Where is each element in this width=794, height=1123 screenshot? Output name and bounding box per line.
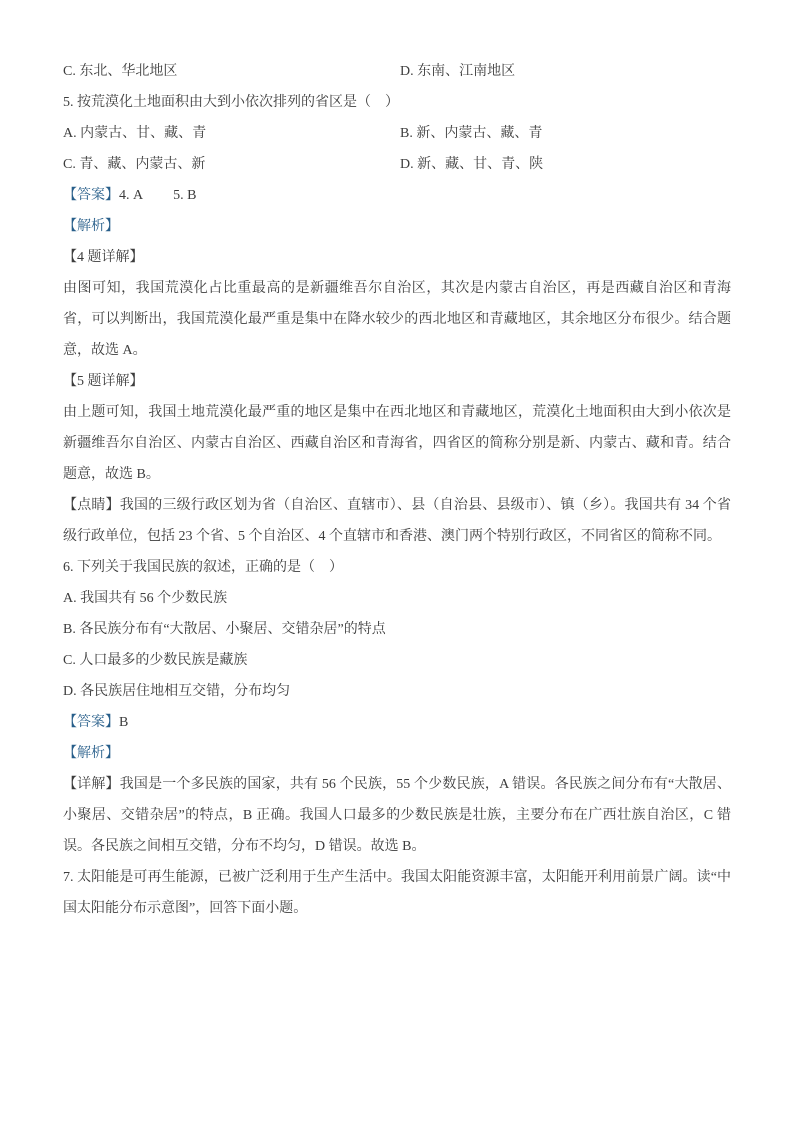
detail5-body: 由上题可知，我国土地荒漠化最严重的地区是集中在西北地区和青藏地区，荒漠化土地面积由大到小依次是新疆维吾尔自治区、内蒙古自治区、西藏自治区和青海省，四省区的简称分别是新、内蒙古、藏和青。结合题意，故选 B。 — [63, 405, 731, 482]
answer-q4: 4. A — [119, 188, 144, 203]
q6-option-a: A. 我国共有 56 个少数民族 — [63, 591, 228, 606]
q4-options-row-cd — [63, 56, 731, 87]
q5-options-row-cd — [63, 149, 731, 180]
q4-option-d: D. 东南、江南地区 — [400, 64, 516, 79]
q5-options-row-ab — [63, 118, 731, 149]
answer-q6: B — [119, 715, 129, 730]
analysis-line-q6 — [63, 738, 731, 769]
analysis-line-q4-q5 — [63, 211, 731, 242]
q6-option-d: D. 各民族居住地相互交错，分布均匀 — [63, 684, 291, 699]
q6-detail-body: 我国是一个多民族的国家，共有 56 个民族，55 个少数民族，A 错误。各民族之间分布有“大散居、小聚居、交错杂居”的特点，B 正确。我国人口最多的少数民族是壮族，主要分布在广西壮族自治区，C 错误。各民族之间相互交错，分布不均匀，D 错误。故选 B。 — [63, 777, 731, 854]
q6-option-c: C. 人口最多的少数民族是藏族 — [63, 653, 248, 668]
detail4-body: 由图可知，我国荒漠化占比重最高的是新疆维吾尔自治区，其次是内蒙古自治区，再是西藏自治区和青海省，可以判断出，我国荒漠化最严重是集中在降水较少的西北地区和青藏地区，其余地区分布很少。结合题意，故选 A。 — [63, 281, 731, 358]
answer-marker-q6: 【答案】 — [63, 715, 119, 730]
analysis-marker-q6: 【解析】 — [63, 746, 119, 761]
q5-stem: 5. 按荒漠化土地面积由大到小依次排列的省区是（ ） — [63, 95, 399, 110]
analysis-marker: 【解析】 — [63, 219, 119, 234]
q6-stem: 6. 下列关于我国民族的叙述，正确的是（ ） — [63, 560, 343, 575]
q5-option-b: B. 新、内蒙古、藏、青 — [400, 126, 543, 141]
q6-detail-marker: 【详解】 — [63, 777, 120, 792]
answer-line-q4-q5 — [63, 180, 731, 211]
answer-line-q6 — [63, 707, 731, 738]
tips-body: 我国的三级行政区划为省（自治区、直辖市）、县（自治县、县级市）、镇（乡）。我国共有 34 个省级行政单位，包括 23 个省、5 个自治区、4 个直辖市和香港、澳门两个特别行政区，不同省区的简称不同。 — [63, 498, 732, 544]
tips-paragraph — [63, 490, 731, 552]
answer-marker: 【答案】 — [63, 188, 119, 203]
q4-option-c: C. 东北、华北地区 — [63, 64, 178, 79]
tips-marker: 【点睛】 — [63, 498, 120, 513]
exam-content — [63, 56, 731, 924]
answer-q5: 5. B — [173, 188, 197, 203]
q7-intro-paragraph: 7. 太阳能是可再生能源，已被广泛利用于生产生活中。我国太阳能资源丰富，太阳能开利用前景广阔。读“中国太阳能分布示意图”，回答下面小题。 — [63, 870, 731, 916]
detail4-heading: 【4 题详解】 — [63, 250, 144, 265]
q5-option-d: D. 新、藏、甘、青、陕 — [400, 157, 544, 172]
q5-option-a: A. 内蒙古、甘、藏、青 — [63, 126, 207, 141]
q6-detail-paragraph — [63, 769, 731, 862]
detail5-heading: 【5 题详解】 — [63, 374, 144, 389]
q5-option-c: C. 青、藏、内蒙古、新 — [63, 157, 206, 172]
q6-option-b: B. 各民族分布有“大散居、小聚居、交错杂居”的特点 — [63, 622, 386, 637]
